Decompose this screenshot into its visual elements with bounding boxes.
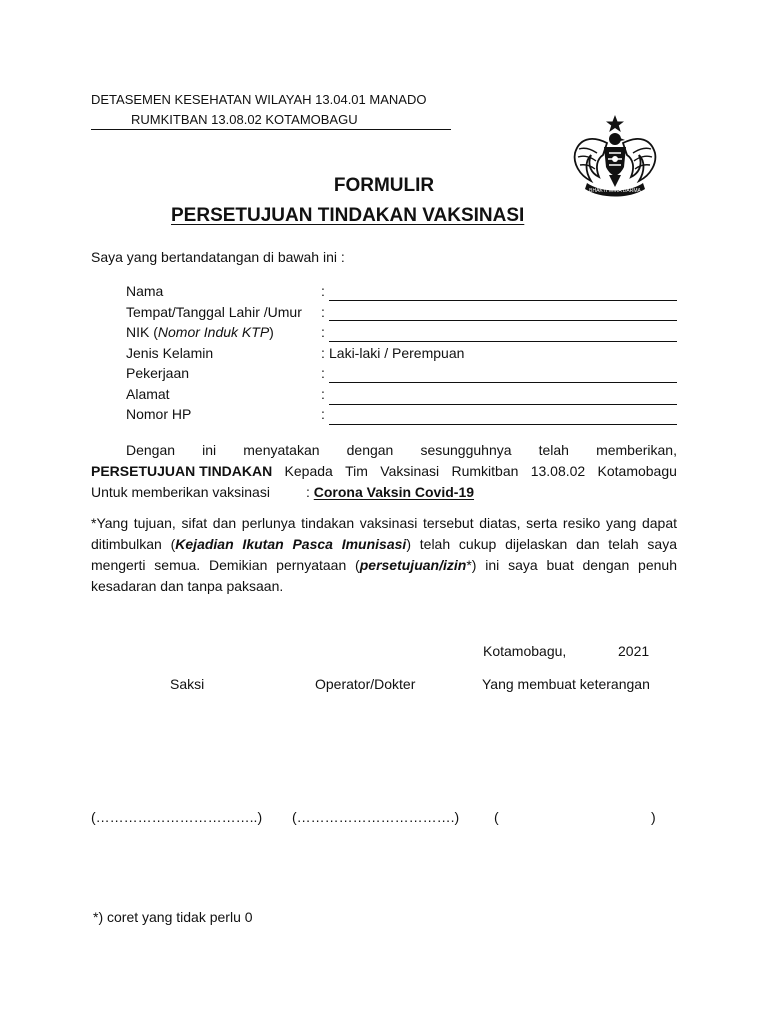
year: 2021 <box>618 643 650 659</box>
field-line-alamat[interactable] <box>329 404 677 405</box>
word: Kotamobagu <box>597 463 677 479</box>
nik-label-suffix: ) <box>269 324 274 340</box>
nik-label-italic: Nomor Induk KTP <box>157 324 270 340</box>
signature-blank-declarant-open[interactable]: ( <box>494 809 499 825</box>
signature-blank-declarant-close[interactable]: ) <box>651 809 656 825</box>
footnote: *) coret yang tidak perlu 0 <box>93 909 253 925</box>
consent-term: persetujuan/izin <box>359 557 467 573</box>
place: Kotamobagu, <box>483 643 567 659</box>
word: 13.08.02 <box>530 463 586 479</box>
word: Rumkitban <box>451 463 519 479</box>
header-institution: DETASEMEN KESEHATAN WILAYAH 13.04.01 MANADO <box>91 92 427 107</box>
signature-label-witness: Saksi <box>170 676 205 692</box>
field-line-pekerjaan[interactable] <box>329 382 677 383</box>
word: Kepada <box>284 463 333 479</box>
field-colon: : <box>321 345 325 361</box>
word: Dengan <box>126 442 176 458</box>
field-label-jenis-kelamin: Jenis Kelamin <box>126 345 214 361</box>
field-colon: : <box>321 406 325 422</box>
header-hospital: RUMKITBAN 13.08.02 KOTAMOBAGU <box>131 112 358 127</box>
statement-line1 <box>91 440 677 461</box>
word: ini <box>202 442 217 458</box>
signature-label-declarant: Yang membuat keterangan <box>482 676 650 692</box>
field-label-pekerjaan: Pekerjaan <box>126 365 190 381</box>
field-label-nik <box>126 324 274 340</box>
field-label-alamat: Alamat <box>126 386 170 402</box>
field-colon: : <box>321 304 325 320</box>
header-underline <box>91 129 451 130</box>
word: memberikan, <box>596 442 677 458</box>
signature-blank-operator[interactable]: (…………………………….) <box>292 809 460 825</box>
word: menyatakan <box>243 442 320 458</box>
field-colon: : <box>321 283 325 299</box>
field-label-nomor-hp: Nomor HP <box>126 406 192 422</box>
vaccine-name: Corona Vaksin Covid-19 <box>313 484 475 500</box>
svg-text:BHAKTI WIRA DARMA: BHAKTI WIRA DARMA <box>589 188 641 194</box>
disclaimer-text: *) ini saya buat dengan penuh kesadaran dan tanpa paksaan. <box>91 557 677 594</box>
field-colon: : <box>321 386 325 402</box>
kipi-term: Kejadian Ikutan Pasca Imunisasi <box>175 536 407 552</box>
field-label-ttl: Tempat/Tanggal Lahir /Umur <box>126 304 302 320</box>
statement-paragraph <box>91 440 677 503</box>
field-colon: : <box>305 484 310 500</box>
field-value-jenis-kelamin[interactable]: Laki-laki / Perempuan <box>329 345 465 361</box>
signature-label-operator: Operator/Dokter <box>315 676 416 692</box>
statement-line2 <box>91 461 677 482</box>
nik-label-prefix: NIK ( <box>126 324 158 340</box>
vaccination-label: Untuk memberikan vaksinasi <box>91 484 270 500</box>
word: telah <box>538 442 569 458</box>
signature-blank-witness[interactable]: (……………………………..) <box>91 809 263 825</box>
field-label-nama: Nama <box>126 283 164 299</box>
field-line-nik[interactable] <box>329 341 677 342</box>
statement-line3 <box>91 482 677 503</box>
field-line-ttl[interactable] <box>329 320 677 321</box>
word: dengan <box>346 442 394 458</box>
form-subtitle: PERSETUJUAN TINDAKAN VAKSINASI <box>171 205 525 226</box>
disclaimer-text: *Yang tujuan, sifat dan perlunya tindakan vaksinasi tersebut diatas, serta resiko yang dapat ditimbulkan ( <box>91 515 677 552</box>
field-colon: : <box>321 324 325 340</box>
field-line-nomor-hp[interactable] <box>329 424 677 425</box>
word: Vaksinasi <box>380 463 440 479</box>
form-title: FORMULIR <box>333 175 435 196</box>
intro-text: Saya yang bertandatangan di bawah ini : <box>91 249 345 265</box>
field-line-nama[interactable] <box>329 300 677 301</box>
disclaimer-text: ) telah cukup dijelaskan dan telah saya mengerti semua. Demikian pernyataan ( <box>91 536 677 573</box>
word: sesungguhnya <box>420 442 512 458</box>
word: Tim <box>345 463 368 479</box>
disclaimer-paragraph <box>91 513 677 597</box>
consent-phrase: PERSETUJUAN TINDAKAN <box>91 463 273 479</box>
field-colon: : <box>321 365 325 381</box>
